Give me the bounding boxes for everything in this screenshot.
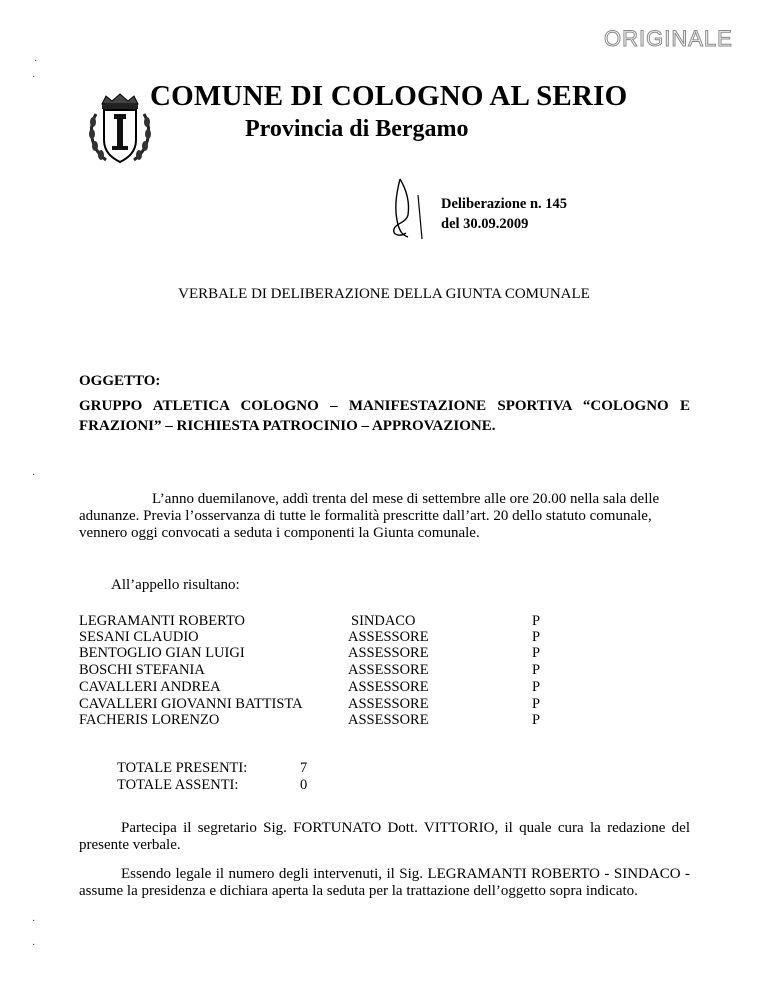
member-presence: P [532,613,541,629]
scan-speck: · [32,940,36,951]
member-row [79,662,579,678]
deliberation-date: del 30.09.2009 [441,216,529,232]
member-name: CAVALLERI ANDREA [79,679,221,695]
secretary-paragraph: Partecipa il segretario Sig. FORTUNATO Dott. VITTORIO, il quale cura la redazione del presente verbale. [79,820,690,853]
handwritten-initials-icon [378,175,438,241]
originale-stamp: ORIGINALE [604,26,733,51]
oggetto-label: OGGETTO: [79,373,161,389]
member-row [79,613,579,629]
member-row [79,712,579,728]
member-presence: P [532,629,541,645]
member-name: BENTOGLIO GIAN LUIGI [79,645,245,661]
member-role: ASSESSORE [348,696,429,712]
member-role: ASSESSORE [348,629,429,645]
member-role: SINDACO [351,613,416,629]
page-title: COMUNE DI COLOGNO AL SERIO [150,80,628,112]
municipal-coat-of-arms-icon [84,92,156,168]
member-row [79,679,579,695]
member-name: BOSCHI STEFANIA [79,662,205,678]
member-role: ASSESSORE [348,679,429,695]
member-role: ASSESSORE [348,645,429,661]
president-paragraph: Essendo legale il numero degli intervenuti, il Sig. LEGRAMANTI ROBERTO - SINDACO - assume la presidenza e dichiara aperta la seduta per la trattazione dell’oggetto sopra indicato. [79,866,690,899]
member-row [79,645,579,661]
member-role: ASSESSORE [348,712,429,728]
deliberation-info [441,194,567,234]
member-presence: P [532,662,541,678]
member-name: SESANI CLAUDIO [79,629,199,645]
member-name: CAVALLERI GIOVANNI BATTISTA [79,696,303,712]
member-row [79,629,579,645]
scan-speck: · [32,916,36,927]
member-presence: P [532,679,541,695]
member-row [79,696,579,712]
scan-speck: · [32,470,36,481]
member-presence: P [532,712,541,728]
total-absent-value: 0 [300,777,308,793]
oggetto-text: GRUPPO ATLETICA COLOGNO – MANIFESTAZIONE SPORTIVA “COLOGNO E FRAZIONI” – RICHIESTA PATROCINIO – APPROVAZIONE. [79,398,690,434]
page-subtitle: Provincia di Bergamo [245,116,469,142]
deliberation-number: Deliberazione n. 145 [441,196,568,212]
total-absent-label: TOTALE ASSENTI: [117,777,239,793]
member-name: FACHERIS LORENZO [79,712,220,728]
scan-speck: · [32,72,36,83]
total-present-label: TOTALE PRESENTI: [117,760,248,776]
intro-paragraph: L’anno duemilanove, addì trenta del mese di settembre alle ore 20.00 nella sala delle adunanze. Previa l’osservanza di tutte le formalità prescritte dall’art. 20 dello statuto comunale, vennero oggi convocati a seduta i componenti la Giunta comunale. [79,491,660,541]
appello-label: All’appello risultano: [111,577,240,593]
member-presence: P [532,696,541,712]
total-present-value: 7 [300,760,308,776]
member-presence: P [532,645,541,661]
scan-speck: · [34,56,38,67]
member-name: LEGRAMANTI ROBERTO [79,613,246,629]
member-role: ASSESSORE [348,662,429,678]
document-heading: VERBALE DI DELIBERAZIONE DELLA GIUNTA COMUNALE [178,286,590,302]
